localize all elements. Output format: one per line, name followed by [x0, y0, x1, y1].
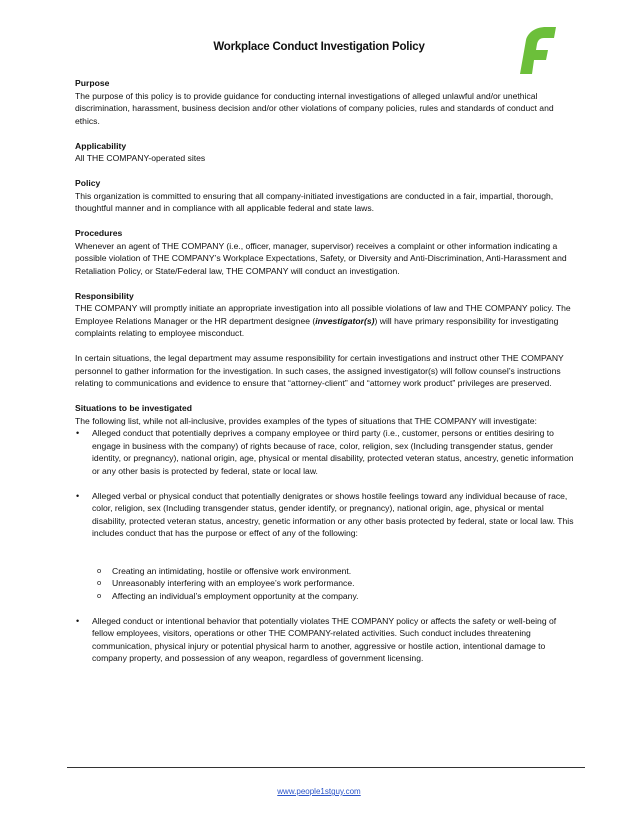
procedures-heading: Procedures — [75, 228, 123, 238]
applicability-heading: Applicability — [75, 140, 127, 151]
footer-divider — [67, 767, 585, 768]
legal-department-text: In certain situations, the legal department may assume responsibility for certain investigations and instruct other THE COMPANY personnel to gather information for the investigation. In such cases, the assigned investigator(s) will follow counsel’s instructions relating to communications and evidence to ensure that “attorney-client” and “attorney work product” privileges are preserved. — [75, 353, 564, 388]
responsibility-heading: Responsibility — [75, 290, 134, 301]
effects-sublist — [75, 565, 575, 603]
purpose-text: The purpose of this policy is to provide guidance for conducting internal investigations of alleged unlawful and/or unethical discrimination, harassment, business decision and/or other violations of company policies, rules and standards of conduct and ethics. — [75, 90, 554, 126]
investigator-term: investigator(s) — [315, 315, 375, 326]
document-body — [75, 77, 575, 665]
applicability-text: All THE COMPANY-operated sites — [75, 153, 206, 163]
footer-website-link[interactable]: www.people1stguy.com — [277, 787, 361, 796]
policy-text: This organization is committed to ensuring that all company-initiated investigations are conducted in a fair, impartial, thorough, thoughtful manner and in compliance with all applicable federal and state laws. — [75, 190, 554, 213]
list-item: • Alleged conduct or intentional behavior that potentially violates THE COMPANY policy or affects the safety or well-being of fellow employees, visitors, operations or other THE COMPANY-related activities. Such conduct includes threatening communication, physical injury or potential physical harm to another, aggressive or hostile action, intentional damage to company property, and possession of any weapon, regardless of government licensing. — [75, 615, 575, 665]
footer — [0, 787, 638, 796]
sub-list-item: o Affecting an individual’s employment opportunity at the company. — [75, 590, 575, 603]
situations-intro: The following list, while not all-inclusive, provides examples of the types of situations that THE COMPANY will investigate: — [75, 415, 537, 426]
sub-list-item: o Creating an intimidating, hostile or offensive work environment. — [75, 565, 575, 578]
responsibility-text: THE COMPANY will promptly initiate an appropriate investigation into all possible violations of law and THE COMPANY policy. The Employee Relations Manager or the HR department designee (investigator(s)) will have primary responsibility for investigating complaints relating to employee misconduct. — [75, 303, 571, 338]
sub-list-item: o Unreasonably interfering with an employee’s work performance. — [75, 577, 575, 590]
situations-list — [75, 615, 575, 665]
procedures-text: Whenever an agent of THE COMPANY (i.e., officer, manager, supervisor) receives a complaint or other information indicating a possible violation of THE COMPANY’s Workplace Expectations, Safety, or Diversity and Anti-Discrimination, Anti-Harassment and Retaliation Policy, or State/Federal law, THE COMPANY will conduct an investigation. — [75, 240, 567, 276]
purpose-heading: Purpose — [75, 78, 110, 88]
policy-heading: Policy — [75, 178, 101, 188]
situations-list — [75, 427, 575, 477]
situations-list — [75, 490, 575, 540]
list-item: • Alleged verbal or physical conduct that potentially denigrates or shows hostile feelings toward any individual because of race, color, religion, sex (Including transgender status, gender identify, or pregnancy), national origin, age, physical or mental disability, protected veteran status, ancestry, genetic information or any other basis protected by federal, state or local law. This includes conduct that has the purpose or effect of any of the following: — [75, 490, 575, 540]
situations-heading: Situations to be investigated — [75, 403, 192, 413]
document-title: Workplace Conduct Investigation Policy — [213, 41, 425, 53]
list-item: • Alleged conduct that potentially deprives a company employee or third party (i.e., customer, persons or entities desiring to engage in business with the company) of rights because of race, color, religion, sex (Including transgender status, gender identity, or pregnancy), national origin, age, physical or mental disability, protected veteran status, ancestry, genetic information or any other basis is protected by federal, state or local law. — [75, 427, 575, 477]
